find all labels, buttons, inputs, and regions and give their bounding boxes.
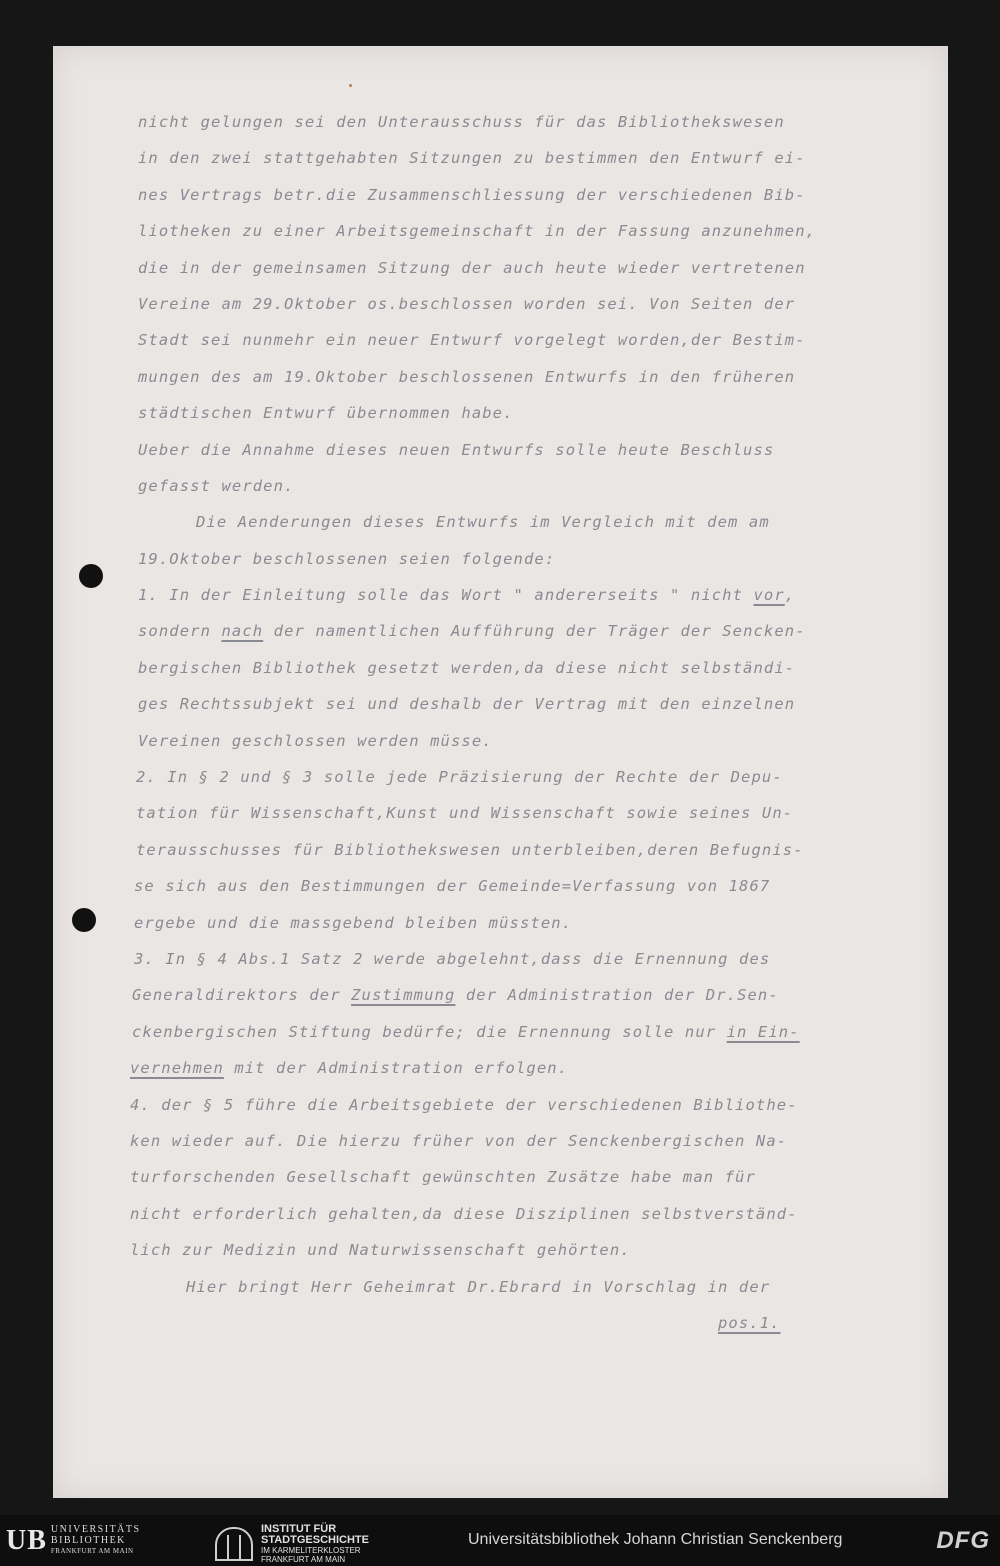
text-line: tation für Wissenschaft,Kunst und Wissenschaft sowie seines Un- (136, 804, 794, 823)
isg-logo (215, 1524, 369, 1564)
text-line: vernehmen mit der Administration erfolgen. (130, 1059, 569, 1078)
text-line: ergebe und die massgebend bleiben müssten. (134, 913, 573, 932)
text-line: städtischen Entwurf übernommen habe. (138, 404, 514, 423)
text-line: turforschenden Gesellschaft gewünschten Zusätze habe man für (130, 1168, 756, 1187)
ub-name (51, 1524, 141, 1557)
text-line: Hier bringt Herr Geheimrat Dr.Ebrard in Vorschlag in der (186, 1277, 771, 1296)
text-line: Stadt sei nunmehr ein neuer Entwurf vorgelegt worden,der Bestim- (138, 331, 806, 350)
isg-line-2: STADTGESCHICHTE (261, 1534, 369, 1546)
ub-line-3: FRANKFURT AM MAIN (50, 1547, 134, 1555)
text-line: nicht gelungen sei den Unterausschuss für das Bibliothekswesen (138, 113, 785, 131)
text-line: 19.Oktober beschlossenen seien folgende: (138, 549, 556, 568)
text-line: pos.1. (718, 1313, 781, 1332)
text-line: 2. In § 2 und § 3 solle jede Präzisierung der Rechte der Depu- (136, 768, 783, 787)
isg-line-1: INSTITUT FÜR (261, 1523, 337, 1535)
text-line: gefasst werden. (138, 476, 295, 495)
isg-name (261, 1524, 369, 1564)
text-line: sondern nach der namentlichen Aufführung der Träger der Sencken- (138, 622, 806, 641)
text-line: nicht erforderlich gehalten,da diese Disziplinen selbstverständ- (130, 1204, 798, 1223)
text-line: terausschusses für Bibliothekswesen unterbleiben,deren Befugnis- (136, 840, 804, 859)
isg-line-4: FRANKFURT AM MAIN (261, 1555, 346, 1564)
text-line: lich zur Medizin und Naturwissenschaft gehörten. (130, 1241, 631, 1260)
text-line: in den zwei stattgehabten Sitzungen zu bestimmen den Entwurf ei- (138, 149, 806, 168)
text-line: Ueber die Annahme dieses neuen Entwurfs solle heute Beschluss (138, 440, 775, 459)
text-line: Die Aenderungen dieses Entwurfs im Vergleich mit dem am (196, 513, 770, 532)
paper-speck (349, 84, 352, 87)
text-line: ken wieder auf. Die hierzu früher von der Senckenbergischen Na- (130, 1131, 788, 1150)
footer-bar (0, 1515, 1000, 1566)
library-title: Universitätsbibliothek Johann Christian Senckenberg (468, 1531, 843, 1548)
text-line: 3. In § 4 Abs.1 Satz 2 werde abgelehnt,dass die Ernennung des (134, 949, 771, 968)
ub-line-2: BIBLIOTHEK (50, 1535, 126, 1546)
document-body (130, 104, 888, 1341)
text-line: Vereinen geschlossen werden müsse. (138, 731, 493, 750)
text-line: Generaldirektors der Zustimmung der Administration der Dr.Sen- (132, 986, 779, 1005)
text-line: liotheken zu einer Arbeitsgemeinschaft in der Fassung anzunehmen, (138, 222, 817, 241)
text-line: bergischen Bibliothek gesetzt werden,da diese nicht selbständi- (138, 658, 796, 677)
ub-mark: UB (6, 1524, 47, 1556)
arch-icon (215, 1527, 253, 1561)
ub-logo (6, 1524, 141, 1557)
text-line: die in der gemeinsamen Sitzung der auch heute wieder vertretenen (138, 258, 806, 277)
dfg-logo: DFG (936, 1527, 990, 1554)
text-line: ges Rechtssubjekt sei und deshalb der Vertrag mit den einzelnen (138, 695, 796, 714)
ub-line-1: UNIVERSITÄTS (50, 1524, 141, 1535)
text-line: 1. In der Einleitung solle das Wort " andererseits " nicht vor, (138, 586, 796, 605)
text-line: nes Vertrags betr.die Zusammenschliessung der verschiedenen Bib- (138, 185, 806, 204)
text-line: 4. der § 5 führe die Arbeitsgebiete der verschiedenen Bibliothe- (130, 1095, 798, 1114)
text-line: se sich aus den Bestimmungen der Gemeinde=Verfassung von 1867 (134, 877, 771, 896)
text-line: Vereine am 29.Oktober os.beschlossen worden sei. Von Seiten der (138, 294, 796, 313)
isg-line-3: IM KARMELITERKLOSTER (261, 1546, 361, 1555)
text-line: mungen des am 19.Oktober beschlossenen Entwurfs in den früheren (138, 367, 796, 386)
text-line: ckenbergischen Stiftung bedürfe; die Ernennung solle nur in Ein- (132, 1022, 800, 1041)
